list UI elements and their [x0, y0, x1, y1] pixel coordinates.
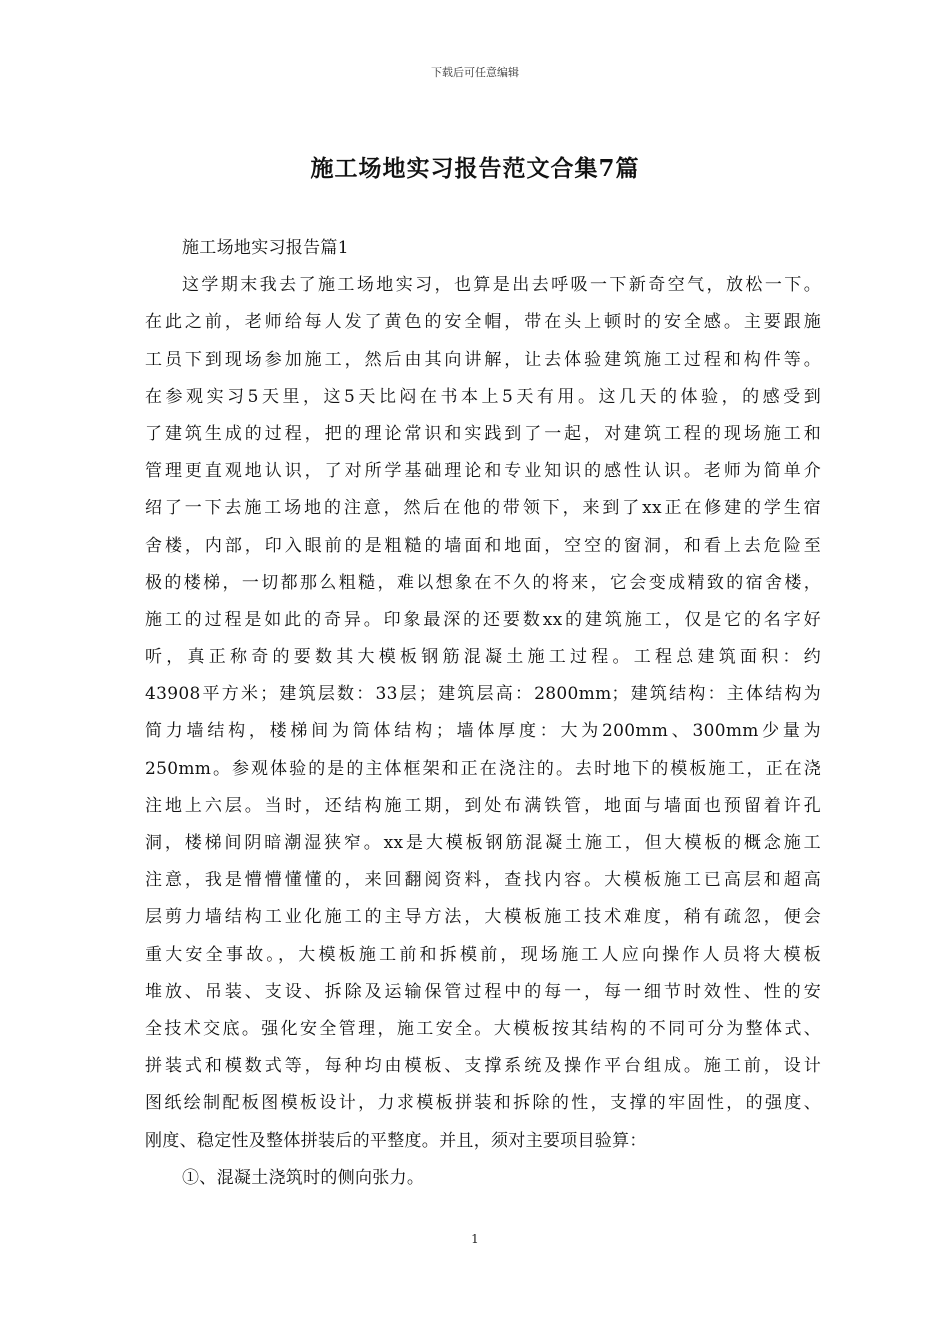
paragraph-line: 刚度、稳定性及整体拼装后的平整度。并且，须对主要项目验算： [145, 1130, 647, 1151]
paragraph-line: 管理更直观地认识，了对所学基础理论和专业知识的感性认识。老师为简单介 [145, 461, 821, 482]
header-note: 下载后可任意编辑 [431, 66, 519, 79]
paragraph-line: 了建筑生成的过程，把的理论常识和实践到了一起，对建筑工程的现场施工和 [145, 423, 821, 444]
paragraph-line: 在参观实习5天里，这5天比闷在书本上5天有用。这几天的体验，的感受到 [145, 386, 821, 407]
paragraph-line: 注意，我是懵懵懂懂的，来回翻阅资料，查找内容。大模板施工已高层和超高 [145, 870, 821, 891]
paragraph-line: 堆放、吊装、支设、拆除及运输保管过程中的每一，每一细节时效性、性的安 [145, 981, 821, 1002]
paragraph-line: 极的楼梯，一切都那么粗糙，难以想象在不久的将来，它会变成精致的宿舍楼， [145, 572, 821, 593]
paragraph-line: 图纸绘制配板图模板设计，力求模板拼装和拆除的性，支撑的牢固性，的强度、 [145, 1093, 821, 1114]
paragraph-line: 在此之前，老师给每人发了黄色的安全帽，带在头上顿时的安全感。主要跟施 [145, 312, 821, 333]
paragraph-line: 简力墙结构，楼梯间为筒体结构；墙体厚度：大为200mm、300mm少量为 [145, 721, 821, 742]
paragraph-line: 舍楼，内部，印入眼前的是粗糙的墙面和地面，空空的窗洞，和看上去危险至 [145, 535, 821, 556]
paragraph-line: 43908平方米；建筑层数：33层；建筑层高：2800mm；建筑结构：主体结构为 [145, 684, 821, 705]
document-title: 施工场地实习报告范文合集7篇 [310, 155, 640, 182]
paragraph-line: 工员下到现场参加施工，然后由其向讲解，让去体验建筑施工过程和构件等。 [145, 349, 821, 370]
paragraph-line: 重大安全事故。，大模板施工前和拆模前，现场施工人应向操作人员将大模板 [145, 944, 821, 965]
document-body [145, 230, 821, 1197]
paragraph-line: 这学期末我去了施工场地实习，也算是出去呼吸一下新奇空气，放松一下。 [182, 275, 821, 296]
list-item: ①、混凝土浇筑时的侧向张力。 [182, 1167, 425, 1188]
paragraph-line: 洞，楼梯间阴暗潮湿狭窄。xx是大模板钢筋混凝土施工，但大模板的概念施工 [145, 833, 821, 853]
page-number: 1 [471, 1232, 479, 1246]
paragraph-line: 250mm。参观体验的是的主体框架和正在浇注的。去时地下的模板施工，正在浇 [145, 758, 821, 779]
paragraph-line: 绍了一下去施工场地的注意，然后在他的带领下，来到了xx正在修建的学生宿 [145, 498, 821, 519]
paragraph-line: 注地上六层。当时，还结构施工期，到处布满铁管，地面与墙面也预留着许孔 [145, 795, 821, 816]
paragraph [145, 267, 821, 1160]
paragraph-line: 听，真正称奇的要数其大模板钢筋混凝土施工过程。工程总建筑面积：约 [145, 647, 821, 668]
paragraph-line: 全技术交底。强化安全管理，施工安全。大模板按其结构的不同可分为整体式、 [145, 1018, 821, 1039]
paragraph-line: 层剪力墙结构工业化施工的主导方法，大模板施工技术难度，稍有疏忽，便会 [145, 907, 821, 928]
section-heading: 施工场地实习报告篇1 [182, 238, 349, 258]
paragraph-line: 拼装式和模数式等，每种均由模板、支撑系统及操作平台组成。施工前，设计 [145, 1056, 821, 1077]
paragraph-line: 施工的过程是如此的奇异。印象最深的还要数xx的建筑施工，仅是它的名字好 [145, 609, 821, 630]
